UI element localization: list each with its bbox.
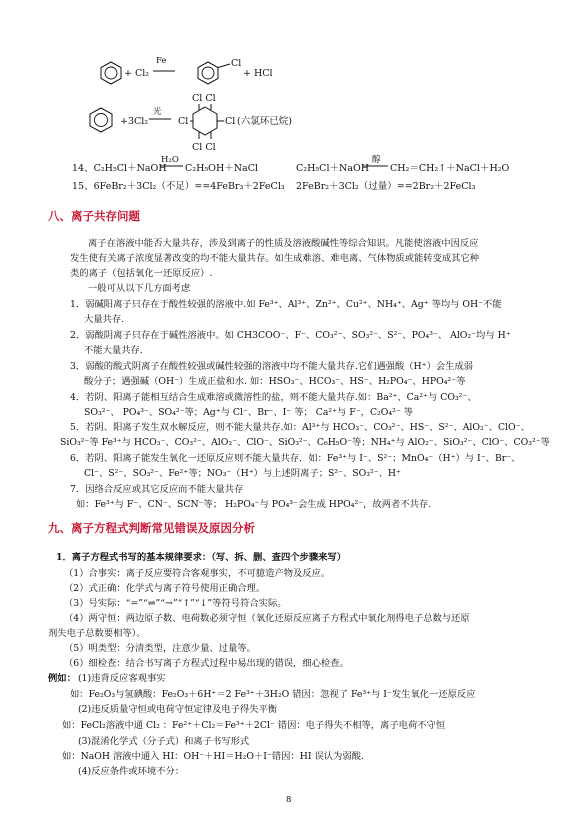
section8-title: 八、离子共存问题: [48, 209, 140, 223]
example4-title: (4)反应条件或环境不分：: [78, 766, 185, 777]
point7-line2: 如：Fe³⁺与 F⁻、CN⁻、SCN⁻等； H₂PO₄⁻与 PO₄³⁻会生成 HPO₄²⁻，故两者不共存.: [76, 499, 432, 510]
section9-title: 九、离子方程式判断常见错误及原因分析: [48, 521, 255, 535]
rule6: （6）细检查：结合书写离子方程式过程中易出现的错误，细心检查。: [64, 658, 349, 669]
point2-line2: 不能大量共存.: [84, 345, 143, 356]
point1-line2: 大量共存.: [84, 314, 125, 325]
r13-plus-hcl: + HCl: [243, 68, 273, 79]
example2-title: (2)违反质量守恒或电荷守恒定律及电子得失平衡: [78, 704, 278, 715]
chlorobenzene-ring: [198, 62, 230, 84]
page-number: 8: [286, 795, 292, 805]
rule2: （2）式正确：化学式与离子符号使用正确合理。: [64, 583, 266, 594]
r15a: 15、6FeBr₂＋3Cl₂（不足）==4FeBr₃＋2FeCl₃: [72, 181, 285, 192]
section8-intro-line1: 离子在溶液中能否大量共存，涉及到离子的性质及溶液酸碱性等综合知识。凡能使溶液中因反应: [88, 238, 479, 249]
example1-title: (1)违背反应客观事实: [78, 673, 166, 684]
r13-plus-cl2: + Cl₂: [124, 68, 150, 79]
point3-line1: 3．弱酸的酸式阴离子在酸性较强或碱性较强的溶液中均不能大量共存.它们遇强酸（H⁺）会生成弱: [70, 361, 474, 372]
r14b-right: CH₂＝CH₂↑＋NaCl＋H₂O: [390, 163, 510, 174]
section8-intro-line3: 类的离子（包括氧化一还原反应）.: [70, 268, 213, 279]
benzene-ring-light: [90, 108, 112, 132]
rule4-line2: 剂失电子总数要相等）。: [48, 628, 146, 639]
point5-line2: SiO₃²⁻等 Fe³⁺与 HCO₃⁻、CO₃²⁻、AlO₂⁻、ClO⁻、SiO₃²⁻、C₆H₅O⁻等；NH₄⁺与 AlO₂⁻、SiO₃²⁻、ClO⁻、CO₃²⁻等: [60, 437, 550, 448]
example2-detail: 如：FeCl₂溶液中通 Cl₂ ：Fe²⁺＋Cl₂＝Fe³⁺＋2Cl⁻ 错因：电子得失不相等，离子电荷不守恒: [62, 720, 446, 731]
point6-line2: Cl⁻、S²⁻、SO₃²⁻、Fe²⁺等；NO₃⁻（H⁺）与上述阴离子；S²⁻、SO₃²⁻、H⁺: [84, 468, 401, 479]
example3-title: (3)混淆化学式（分子式）和离子书写形式: [78, 736, 250, 747]
point1-line1: 1．弱碱阳离子只存在于酸性较强的溶液中.如 Fe³⁺、Al³⁺、Zn²⁺、Cu²⁺、NH₄⁺、Ag⁺ 等均与 OH⁻不能: [70, 299, 502, 310]
section8-intro-line2: 发生使有关离子浓度显著改变的均不能大量共存。如生成难溶、难电离、气体物质或能转变成其它种: [70, 253, 480, 264]
example3-detail: 如：NaOH 溶液中通入 HI：OH⁻＋HI＝H₂O＋I⁻错因：HI 误认为弱酸.: [62, 751, 364, 762]
point7-line1: 7．因络合反应或其它反应而不能大量共存: [70, 484, 244, 495]
rule5: （5）明类型：分清类型，注意少量、过量等。: [64, 643, 256, 654]
section9-heading1: 1．离子方程式书写的基本规律要求：（写、拆、删、查四个步骤来写）: [56, 552, 347, 563]
example-label: 例如：: [48, 673, 76, 684]
point4-line2: SO₃²⁻、 PO₄³⁻、SO₄²⁻等；Ag⁺与 Cl⁻、Br⁻、I⁻ 等； Ca²⁺与 F⁻，C₂O₄²⁻ 等: [84, 407, 414, 418]
example1-detail: 如：Fe₂O₃与氢碘酸：Fe₂O₃＋6H⁺＝2 Fe³⁺＋3H₂O 错因：忽视了 Fe³⁺与 I⁻发生氧化一还原反应: [70, 689, 476, 700]
r-ring-cl-bottom: Cl Cl: [192, 142, 216, 153]
point4-line1: 4．若阴、阳离子能相互结合生成难溶或微溶性的盐，则不能大量共存.如：Ba²⁺、Ca²⁺与 CO₃²⁻、: [70, 392, 477, 403]
r13-catalyst: Fe: [156, 56, 167, 66]
r14b-condition: 醇: [372, 155, 381, 165]
r14b-left: C₂H₅Cl＋NaOH: [296, 163, 370, 174]
r-light-condition: 光: [153, 107, 162, 117]
r-light-reactant: +3Cl₂: [120, 116, 149, 127]
r15b: 2FeBr₂＋3Cl₂（过量）==2Br₂＋2FeCl₃: [296, 181, 476, 192]
r14-left: 14、C₂H₅Cl＋NaOH: [72, 163, 167, 174]
benzene-ring-13: [101, 62, 121, 84]
point5-line1: 5．若阴、阳离子发生双水解反应，则不能大量共存.如：Al³⁺与 HCO₃⁻、CO₃²⁻、HS⁻、S²⁻、AlO₂⁻、ClO⁻、: [70, 422, 530, 433]
r13-cl: Cl: [231, 58, 242, 69]
r14-right: C₂H₅OH＋NaCl: [185, 163, 259, 174]
r-light-product-name: (六氯环已烷): [237, 116, 292, 127]
point3-line2: 酸分子；遇强碱（OH⁻）生成正盐和水. 如：HSO₃⁻、HCO₃⁻、HS⁻、H₂PO₄⁻、HPO₄²⁻等: [84, 376, 466, 387]
section8-intro-line4: 一般可从以下几方面考虑: [88, 283, 191, 294]
rule4-line1: （4）两守恒：两边原子数、电荷数必须守恒（氧化还原反应离子方程式中氧化剂得电子总数与还原: [64, 613, 470, 624]
cyclohexane-ring: [190, 104, 224, 139]
point2-line1: 2．弱酸阴离子只存在于碱性溶液中。如 CH3COO⁻、F⁻、CO₃²⁻、SO₃²⁻、S²⁻、PO₄³⁻、 AlO₂⁻均与 H⁺: [70, 330, 511, 341]
reaction-diagrams: [0, 0, 581, 200]
rule1: （1）合事实：离子反应要符合客观事实，不可臆造产物及反应。: [64, 568, 331, 579]
r-ring-cl-left: Cl: [178, 116, 189, 127]
point6-line1: 6．若阴、阳离子能发生氧化一还原反应则不能大量共存．如：Fe³⁺与 I⁻、S²⁻；MnO₄⁻（H⁺）与 I⁻、Br⁻、: [70, 453, 521, 464]
r-ring-cl-right: Cl: [225, 116, 236, 127]
r14-condition: H₂O: [161, 155, 179, 165]
rule3: （3）号实际：“=”“⇌”“→”“↑”“↓”等符号符合实际。: [64, 598, 287, 609]
r-ring-cl-top: Cl Cl: [192, 93, 216, 104]
